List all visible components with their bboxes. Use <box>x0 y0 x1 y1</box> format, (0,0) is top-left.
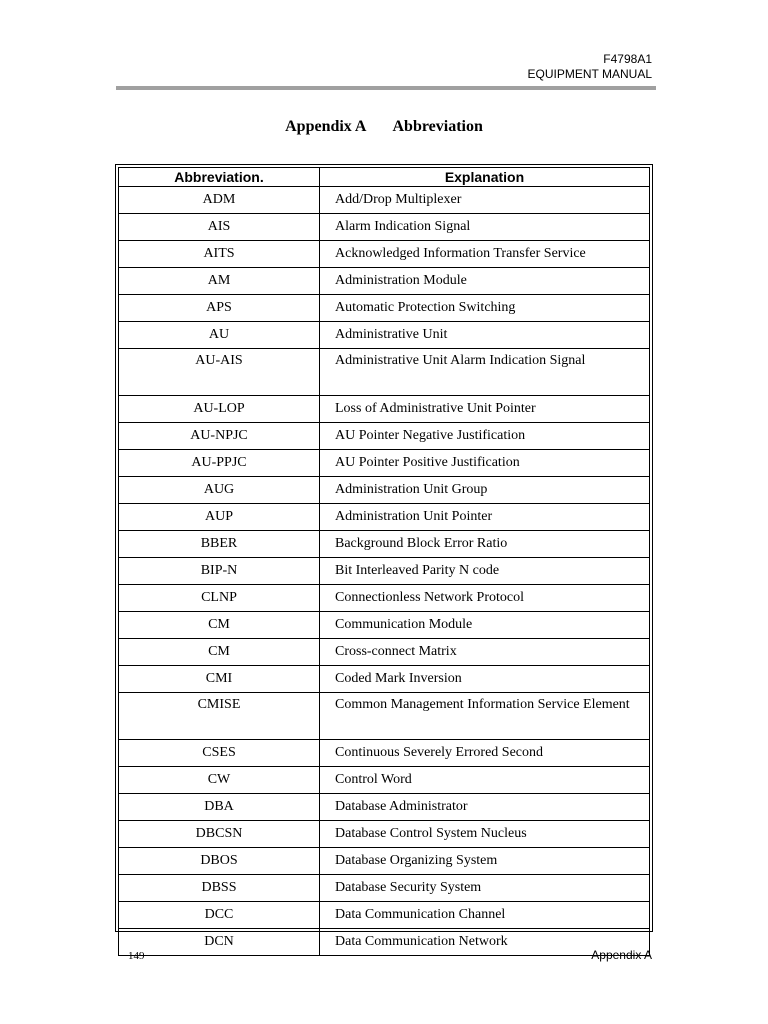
abbreviation-cell: APS <box>119 295 320 322</box>
explanation-cell: Administrative Unit <box>320 322 650 349</box>
table-row <box>119 875 650 902</box>
abbreviation-table <box>118 167 650 956</box>
abbreviation-cell: BIP-N <box>119 558 320 585</box>
explanation-cell: Database Administrator <box>320 794 650 821</box>
table-row <box>119 585 650 612</box>
abbreviation-cell: DBSS <box>119 875 320 902</box>
abbreviation-cell: CLNP <box>119 585 320 612</box>
table-row <box>119 322 650 349</box>
table-row <box>119 423 650 450</box>
table-row <box>119 187 650 214</box>
column-header-abbreviation: Abbreviation. <box>119 168 320 187</box>
table-row <box>119 767 650 794</box>
table-row <box>119 848 650 875</box>
abbreviation-cell: AUP <box>119 504 320 531</box>
table-row <box>119 504 650 531</box>
table-row <box>119 639 650 666</box>
explanation-cell: AU Pointer Negative Justification <box>320 423 650 450</box>
abbreviation-cell: AU <box>119 322 320 349</box>
abbreviation-cell: AUG <box>119 477 320 504</box>
explanation-cell: Common Management Information Service Element <box>320 693 650 740</box>
document-code: F4798A1 <box>603 52 652 66</box>
abbreviation-cell: DBOS <box>119 848 320 875</box>
abbreviation-cell: AITS <box>119 241 320 268</box>
table-row <box>119 214 650 241</box>
page-number: 149 <box>128 950 145 962</box>
explanation-cell: Database Control System Nucleus <box>320 821 650 848</box>
abbreviation-cell: AM <box>119 268 320 295</box>
explanation-cell: Automatic Protection Switching <box>320 295 650 322</box>
explanation-cell: Bit Interleaved Parity N code <box>320 558 650 585</box>
table-row <box>119 902 650 929</box>
explanation-cell: Control Word <box>320 767 650 794</box>
column-header-explanation: Explanation <box>320 168 650 187</box>
explanation-cell: Add/Drop Multiplexer <box>320 187 650 214</box>
abbreviation-cell: AU-LOP <box>119 396 320 423</box>
appendix-subject: Abbreviation <box>392 118 483 135</box>
table-row <box>119 295 650 322</box>
table-header-row <box>119 168 650 187</box>
explanation-cell: Connectionless Network Protocol <box>320 585 650 612</box>
explanation-cell: Communication Module <box>320 612 650 639</box>
explanation-cell: Background Block Error Ratio <box>320 531 650 558</box>
table-row <box>119 612 650 639</box>
abbreviation-cell: AIS <box>119 214 320 241</box>
table-row <box>119 740 650 767</box>
footer-section: Appendix A <box>591 948 652 962</box>
explanation-cell: AU Pointer Positive Justification <box>320 450 650 477</box>
abbreviation-cell: CSES <box>119 740 320 767</box>
table-row <box>119 349 650 396</box>
abbreviation-cell: DCC <box>119 902 320 929</box>
explanation-cell: Database Organizing System <box>320 848 650 875</box>
explanation-cell: Administration Module <box>320 268 650 295</box>
explanation-cell: Database Security System <box>320 875 650 902</box>
table-row <box>119 396 650 423</box>
document-title: EQUIPMENT MANUAL <box>527 67 652 81</box>
explanation-cell: Continuous Severely Errored Second <box>320 740 650 767</box>
explanation-cell: Administration Unit Group <box>320 477 650 504</box>
explanation-cell: Acknowledged Information Transfer Service <box>320 241 650 268</box>
abbreviation-cell: CM <box>119 639 320 666</box>
table-row <box>119 693 650 740</box>
abbreviation-cell: AU-PPJC <box>119 450 320 477</box>
abbreviation-cell: DCN <box>119 929 320 956</box>
explanation-cell: Coded Mark Inversion <box>320 666 650 693</box>
abbreviation-cell: AU-NPJC <box>119 423 320 450</box>
explanation-cell: Data Communication Network <box>320 929 650 956</box>
abbreviation-cell: CMISE <box>119 693 320 740</box>
explanation-cell: Alarm Indication Signal <box>320 214 650 241</box>
appendix-label: Appendix A <box>285 118 367 135</box>
table-row <box>119 794 650 821</box>
table-row <box>119 268 650 295</box>
table-row <box>119 666 650 693</box>
table-body <box>119 187 650 956</box>
table-row <box>119 558 650 585</box>
explanation-cell: Loss of Administrative Unit Pointer <box>320 396 650 423</box>
abbreviation-cell: CM <box>119 612 320 639</box>
abbreviation-cell: BBER <box>119 531 320 558</box>
table-row <box>119 450 650 477</box>
page-title <box>0 118 768 136</box>
table-row <box>119 929 650 956</box>
table-row <box>119 821 650 848</box>
explanation-cell: Administrative Unit Alarm Indication Signal <box>320 349 650 396</box>
table-row <box>119 241 650 268</box>
explanation-cell: Administration Unit Pointer <box>320 504 650 531</box>
explanation-cell: Cross-connect Matrix <box>320 639 650 666</box>
abbreviation-table-frame <box>115 164 653 949</box>
abbreviation-cell: CW <box>119 767 320 794</box>
header-rule <box>116 86 656 90</box>
explanation-cell: Data Communication Channel <box>320 902 650 929</box>
abbreviation-cell: CMI <box>119 666 320 693</box>
abbreviation-cell: AU-AIS <box>119 349 320 396</box>
abbreviation-cell: DBA <box>119 794 320 821</box>
abbreviation-cell: ADM <box>119 187 320 214</box>
abbreviation-cell: DBCSN <box>119 821 320 848</box>
table-row <box>119 531 650 558</box>
table-row <box>119 477 650 504</box>
